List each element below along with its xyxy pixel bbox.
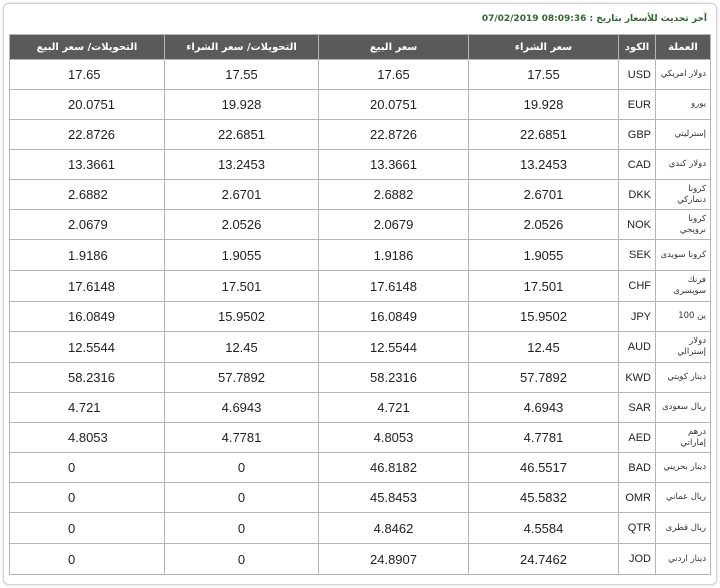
transfer-sell-rate: 12.5544 [10,332,165,363]
table-row [10,60,711,90]
transfer-buy-rate: 2.0526 [165,210,319,240]
header-buy: سعر الشراء [469,35,619,60]
buy-rate: 45.5832 [469,483,619,513]
buy-rate: 4.6943 [469,393,619,423]
sell-rate: 13.3661 [319,150,469,180]
transfer-sell-rate: 2.0679 [10,210,165,240]
currency-code: USD [619,60,656,90]
currency-name: دولار كندي [656,150,711,180]
sell-rate: 58.2316 [319,363,469,393]
transfer-buy-rate: 4.7781 [165,423,319,453]
transfer-sell-rate: 13.3661 [10,150,165,180]
transfer-sell-rate: 0 [10,483,165,513]
last-update-line [4,14,716,24]
buy-rate: 13.2453 [469,150,619,180]
transfer-sell-rate: 0 [10,513,165,544]
table-row [10,332,711,363]
buy-rate: 19.928 [469,90,619,120]
buy-rate: 24.7462 [469,544,619,575]
sell-rate: 12.5544 [319,332,469,363]
currency-code: GBP [619,120,656,150]
transfer-sell-rate: 22.8726 [10,120,165,150]
transfer-sell-rate: 2.6882 [10,180,165,210]
currency-name: يورو [656,90,711,120]
currency-code: SEK [619,240,656,271]
currency-name: دينار بحريني [656,453,711,483]
currency-name: درهم إماراتي [656,423,711,453]
buy-rate: 46.5517 [469,453,619,483]
buy-rate: 1.9055 [469,240,619,271]
currency-code: SAR [619,393,656,423]
header-sell: سعر البيع [319,35,469,60]
transfer-buy-rate: 0 [165,453,319,483]
buy-rate: 57.7892 [469,363,619,393]
transfer-sell-rate: 0 [10,453,165,483]
transfer-buy-rate: 17.501 [165,271,319,302]
table-row [10,90,711,120]
transfer-sell-rate: 17.6148 [10,271,165,302]
transfer-sell-rate: 4.8053 [10,423,165,453]
table-row [10,120,711,150]
sell-rate: 24.8907 [319,544,469,575]
currency-name: ين 100 [656,302,711,332]
transfer-sell-rate: 4.721 [10,393,165,423]
transfer-buy-rate: 22.6851 [165,120,319,150]
table-row [10,423,711,453]
transfer-buy-rate: 57.7892 [165,363,319,393]
transfer-buy-rate: 17.55 [165,60,319,90]
currency-name: دينار اردني [656,544,711,575]
currency-code: CHF [619,271,656,302]
transfer-sell-rate: 58.2316 [10,363,165,393]
transfer-sell-rate: 16.0849 [10,302,165,332]
transfer-sell-rate: 0 [10,544,165,575]
currency-name: ريال قطرى [656,513,711,544]
sell-rate: 4.8462 [319,513,469,544]
sell-rate: 17.65 [319,60,469,90]
currency-name: دولار امريكي [656,60,711,90]
sell-rate: 1.9186 [319,240,469,271]
currency-code: JOD [619,544,656,575]
currency-code: QTR [619,513,656,544]
last-update-label: آخر تحديث للأسعار بتاريخ : [589,14,707,24]
transfer-buy-rate: 13.2453 [165,150,319,180]
transfer-buy-rate: 1.9055 [165,240,319,271]
transfer-buy-rate: 4.6943 [165,393,319,423]
currency-code: AUD [619,332,656,363]
sell-rate: 2.0679 [319,210,469,240]
sell-rate: 16.0849 [319,302,469,332]
rates-table-body [10,60,711,575]
sell-rate: 4.721 [319,393,469,423]
buy-rate: 17.55 [469,60,619,90]
transfer-buy-rate: 0 [165,544,319,575]
currency-name: كرونا نرويجي [656,210,711,240]
header-transfer-buy: التحويلات/ سعر الشراء [165,35,319,60]
currency-code: KWD [619,363,656,393]
table-row [10,363,711,393]
buy-rate: 4.5584 [469,513,619,544]
table-row [10,302,711,332]
exchange-rates-table [9,34,711,575]
sell-rate: 22.8726 [319,120,469,150]
currency-name: دينار كويتي [656,363,711,393]
currency-name: دولار إسترالي [656,332,711,363]
header-transfer-sell: التحويلات/ سعر البيع [10,35,165,60]
buy-rate: 15.9502 [469,302,619,332]
buy-rate: 17.501 [469,271,619,302]
table-row [10,180,711,210]
transfer-sell-rate: 17.65 [10,60,165,90]
sell-rate: 20.0751 [319,90,469,120]
buy-rate: 22.6851 [469,120,619,150]
currency-name: كرونا دنماركي [656,180,711,210]
currency-code: BAD [619,453,656,483]
sell-rate: 17.6148 [319,271,469,302]
transfer-buy-rate: 15.9502 [165,302,319,332]
sell-rate: 2.6882 [319,180,469,210]
currency-code: JPY [619,302,656,332]
transfer-buy-rate: 12.45 [165,332,319,363]
buy-rate: 4.7781 [469,423,619,453]
table-row [10,210,711,240]
currency-code: CAD [619,150,656,180]
buy-rate: 2.0526 [469,210,619,240]
currency-name: ريال سعودى [656,393,711,423]
currency-code: NOK [619,210,656,240]
table-row [10,271,711,302]
currency-name: كرونا سويدى [656,240,711,271]
buy-rate: 2.6701 [469,180,619,210]
buy-rate: 12.45 [469,332,619,363]
table-row [10,150,711,180]
table-row [10,453,711,483]
header-currency: العملة [656,35,711,60]
last-update-timestamp: 07/02/2019 08:09:36 [481,14,587,24]
transfer-buy-rate: 0 [165,483,319,513]
currency-code: OMR [619,483,656,513]
transfer-buy-rate: 19.928 [165,90,319,120]
currency-code: EUR [619,90,656,120]
table-row [10,544,711,575]
transfer-sell-rate: 1.9186 [10,240,165,271]
transfer-buy-rate: 2.6701 [165,180,319,210]
table-row [10,393,711,423]
table-row [10,483,711,513]
table-row [10,240,711,271]
transfer-sell-rate: 20.0751 [10,90,165,120]
header-code: الكود [619,35,656,60]
sell-rate: 4.8053 [319,423,469,453]
sell-rate: 45.8453 [319,483,469,513]
currency-name: ريال عماني [656,483,711,513]
transfer-buy-rate: 0 [165,513,319,544]
currency-name: إسترليني [656,120,711,150]
sell-rate: 46.8182 [319,453,469,483]
currency-name: فرنك سويسرى [656,271,711,302]
table-header-row [10,35,711,60]
currency-code: AED [619,423,656,453]
currency-code: DKK [619,180,656,210]
table-row [10,513,711,544]
